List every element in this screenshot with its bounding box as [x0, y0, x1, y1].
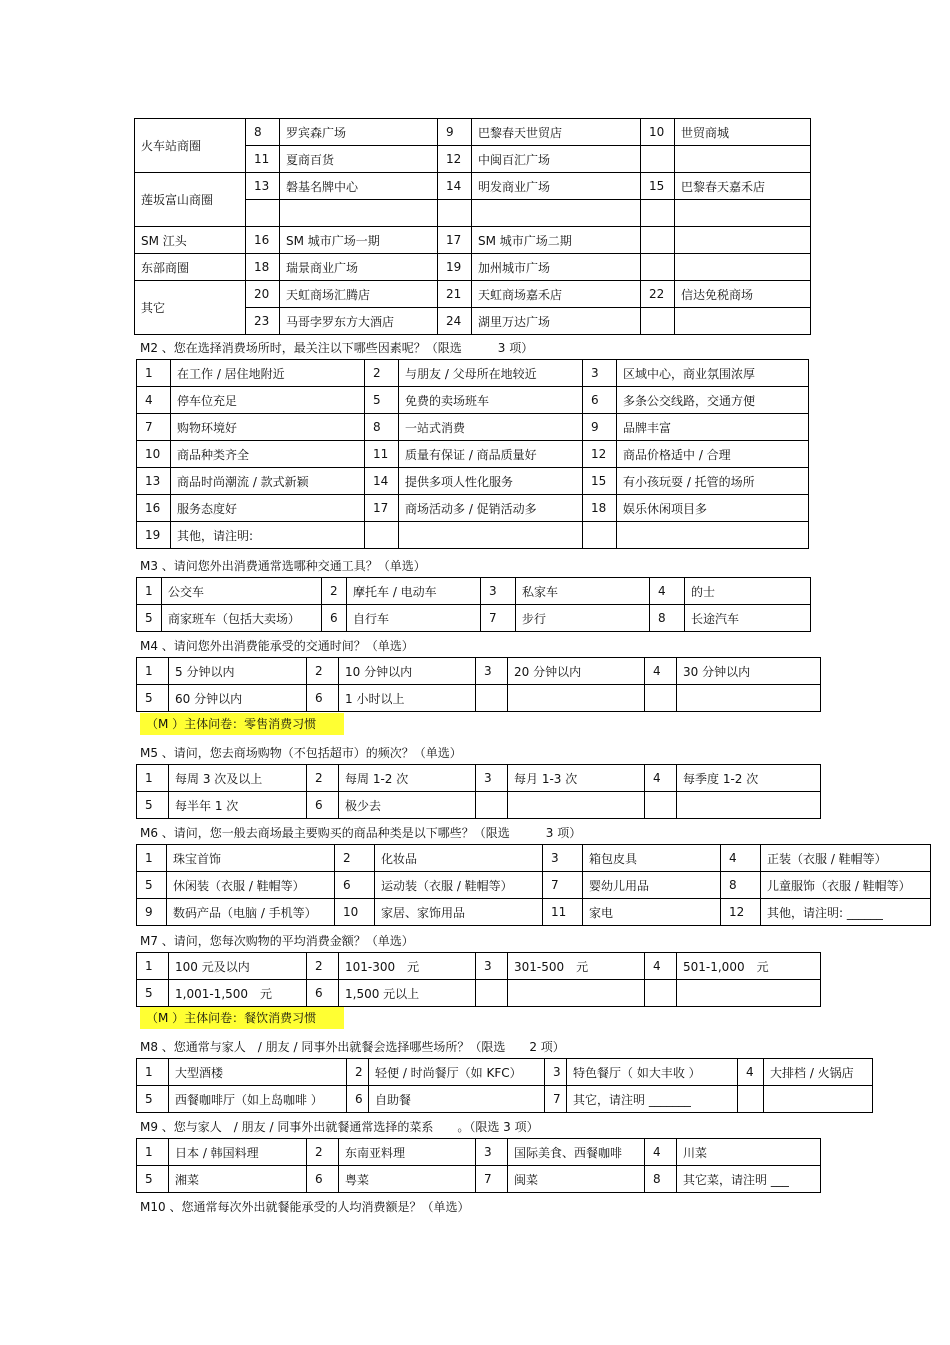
table-row	[137, 685, 821, 712]
table-row	[137, 360, 809, 387]
option-label: 1,500 元以上	[339, 980, 476, 1007]
option-label	[617, 522, 809, 549]
question-m5: M5 、请问，您去商场购物（不包括超市）的频次？（单选）	[140, 746, 462, 760]
option-label: 长途汽车	[685, 605, 811, 632]
table-row	[137, 872, 931, 899]
option-label: 60 分钟以内	[169, 685, 307, 712]
option-number: 10	[335, 899, 375, 926]
option-number: 1	[137, 658, 169, 685]
option-number	[476, 980, 508, 1007]
option-label: 家居、家饰用品	[375, 899, 543, 926]
option-label	[764, 1086, 873, 1113]
option-label: 每周 3 次及以上	[169, 765, 307, 792]
option-label: 每季度 1-2 次	[677, 765, 821, 792]
option-number: 7	[137, 414, 171, 441]
option-number: 1	[137, 953, 169, 980]
option-number: 24	[438, 308, 472, 335]
option-label: 商家班车（包括大卖场）	[162, 605, 322, 632]
table-m6	[136, 844, 931, 926]
option-number: 3	[583, 360, 617, 387]
option-number: 5	[137, 792, 169, 819]
option-number: 2	[307, 765, 339, 792]
option-number: 13	[137, 468, 171, 495]
table-row	[137, 1086, 873, 1113]
option-number: 5	[137, 605, 162, 632]
option-number: 2	[307, 658, 339, 685]
table-m3	[136, 577, 811, 632]
table-row	[135, 281, 811, 308]
option-label	[280, 200, 438, 227]
option-number: 5	[137, 685, 169, 712]
option-number: 1	[137, 360, 171, 387]
option-number: 4	[721, 845, 761, 872]
option-number: 8	[246, 119, 280, 146]
option-label: 明发商业广场	[472, 173, 641, 200]
section-dining-highlight: （M ）主体问卷：餐饮消费习惯	[140, 1007, 344, 1029]
question-m10: M10 、您通常每次外出就餐能承受的人均消费额是？（单选）	[140, 1200, 470, 1214]
option-label: 休闲装（衣服 / 鞋帽等）	[167, 872, 335, 899]
option-number: 4	[738, 1059, 764, 1086]
option-label: 湖里万达广场	[472, 308, 641, 335]
option-label: 有小孩玩耍 / 托管的场所	[617, 468, 809, 495]
option-label: 马哥孛罗东方大酒店	[280, 308, 438, 335]
question-m8: M8 、您通常与家人 / 朋友 / 同事外出就餐会选择哪些场所？（限选 2 项）	[140, 1040, 565, 1054]
option-number: 6	[583, 387, 617, 414]
option-number: 6	[307, 792, 339, 819]
table-m5	[136, 764, 821, 819]
option-number: 14	[365, 468, 399, 495]
table-row	[135, 227, 811, 254]
option-label: 特色餐厅（ 如大丰收 ）	[567, 1059, 738, 1086]
option-number: 1	[137, 578, 162, 605]
option-number: 5	[137, 980, 169, 1007]
option-number: 2	[307, 953, 339, 980]
table-row	[137, 658, 821, 685]
option-label: 每半年 1 次	[169, 792, 307, 819]
option-number: 13	[246, 173, 280, 200]
option-label: 100 元及以内	[169, 953, 307, 980]
table-m7	[136, 952, 821, 1007]
option-number: 11	[543, 899, 583, 926]
option-number	[641, 146, 675, 173]
option-label: 大型酒楼	[169, 1059, 347, 1086]
option-number: 10	[641, 119, 675, 146]
option-number: 17	[438, 227, 472, 254]
table-row	[135, 254, 811, 281]
option-label: 极少去	[339, 792, 476, 819]
option-number: 8	[650, 605, 685, 632]
option-label: 大排档 / 火锅店	[764, 1059, 873, 1086]
option-number: 2	[322, 578, 347, 605]
option-number: 21	[438, 281, 472, 308]
table-row	[135, 173, 811, 200]
option-label	[675, 308, 811, 335]
option-number	[641, 308, 675, 335]
option-number: 3	[481, 578, 516, 605]
option-label: SM 江头	[135, 227, 246, 254]
table-row	[137, 387, 809, 414]
option-label: 莲坂富山商圈	[135, 173, 246, 227]
option-label: 免费的卖场班车	[399, 387, 583, 414]
option-label	[677, 792, 821, 819]
option-number: 3	[476, 953, 508, 980]
option-label: 箱包皮具	[583, 845, 721, 872]
option-label: SM 城市广场二期	[472, 227, 641, 254]
option-label: 川菜	[677, 1139, 821, 1166]
option-number: 18	[246, 254, 280, 281]
option-number: 9	[583, 414, 617, 441]
option-label: 公交车	[162, 578, 322, 605]
option-number	[641, 227, 675, 254]
option-label: 巴黎春天世贸店	[472, 119, 641, 146]
option-number: 14	[438, 173, 472, 200]
option-label: 巴黎春天嘉禾店	[675, 173, 811, 200]
option-label: 1,001-1,500 元	[169, 980, 307, 1007]
option-label: 步行	[516, 605, 650, 632]
question-m6: M6 、请问，您一般去商场最主要购买的商品种类是以下哪些？（限选 3 项）	[140, 826, 582, 840]
table-row	[137, 522, 809, 549]
table-row	[137, 845, 931, 872]
option-number: 22	[641, 281, 675, 308]
question-m2: M2 、您在选择消费场所时，最关注以下哪些因素呢？（限选 3 项）	[140, 341, 534, 355]
table-row	[137, 414, 809, 441]
table-m8	[136, 1058, 873, 1113]
option-label	[675, 227, 811, 254]
option-label	[399, 522, 583, 549]
table-row	[137, 899, 931, 926]
option-label: 质量有保证 / 商品质量好	[399, 441, 583, 468]
option-label	[675, 200, 811, 227]
option-label: 10 分钟以内	[339, 658, 476, 685]
option-label: 停车位充足	[171, 387, 365, 414]
option-label: 天虹商场嘉禾店	[472, 281, 641, 308]
option-number: 8	[365, 414, 399, 441]
option-label: 其它菜，请注明 ___	[677, 1166, 821, 1193]
option-number: 1	[137, 1059, 169, 1086]
option-label: 中闽百汇广场	[472, 146, 641, 173]
option-label: 商品种类齐全	[171, 441, 365, 468]
option-number: 4	[137, 387, 171, 414]
option-number: 12	[721, 899, 761, 926]
option-label: 罗宾森广场	[280, 119, 438, 146]
option-label: 东南亚料理	[339, 1139, 476, 1166]
option-number: 15	[583, 468, 617, 495]
option-label	[675, 146, 811, 173]
option-number	[583, 522, 617, 549]
option-number: 6	[307, 1166, 339, 1193]
option-number: 7	[476, 1166, 508, 1193]
option-label: 儿童服饰（衣服 / 鞋帽等）	[761, 872, 931, 899]
table-m9	[136, 1138, 821, 1193]
option-number: 7	[543, 872, 583, 899]
option-number	[438, 200, 472, 227]
option-number: 16	[137, 495, 171, 522]
option-number: 8	[645, 1166, 677, 1193]
option-label: 闽菜	[508, 1166, 645, 1193]
option-number: 8	[721, 872, 761, 899]
table-row	[137, 1139, 821, 1166]
option-label: 夏商百货	[280, 146, 438, 173]
option-number: 6	[335, 872, 375, 899]
table-row	[137, 441, 809, 468]
table-shopping-districts	[134, 118, 811, 335]
option-number: 4	[645, 953, 677, 980]
question-m9: M9 、您与家人 / 朋友 / 同事外出就餐通常选择的菜系 。（限选 3 项）	[140, 1120, 539, 1134]
option-label: SM 城市广场一期	[280, 227, 438, 254]
option-label	[508, 685, 645, 712]
option-label: 自行车	[347, 605, 481, 632]
section-retail-highlight: （M ）主体问卷：零售消费习惯	[140, 713, 344, 735]
option-number: 1	[137, 1139, 169, 1166]
option-label: 每月 1-3 次	[508, 765, 645, 792]
option-label: 5 分钟以内	[169, 658, 307, 685]
option-number: 3	[476, 1139, 508, 1166]
option-number: 4	[645, 658, 677, 685]
option-number: 16	[246, 227, 280, 254]
option-label: 摩托车 / 电动车	[347, 578, 481, 605]
option-label	[677, 980, 821, 1007]
option-number: 2	[335, 845, 375, 872]
option-label: 东部商圈	[135, 254, 246, 281]
option-label: 私家车	[516, 578, 650, 605]
option-label: 在工作 / 居住地附近	[171, 360, 365, 387]
option-label: 区域中心，商业氛围浓厚	[617, 360, 809, 387]
option-number: 5	[137, 1166, 169, 1193]
option-number: 5	[365, 387, 399, 414]
option-label: 101-300 元	[339, 953, 476, 980]
option-label: 的士	[685, 578, 811, 605]
option-label: 家电	[583, 899, 721, 926]
option-number: 1	[137, 765, 169, 792]
option-label	[472, 200, 641, 227]
option-label: 301-500 元	[508, 953, 645, 980]
option-number: 19	[137, 522, 171, 549]
option-label	[508, 980, 645, 1007]
option-number: 19	[438, 254, 472, 281]
option-number: 5	[137, 872, 167, 899]
option-number: 9	[137, 899, 167, 926]
option-number: 23	[246, 308, 280, 335]
option-number	[476, 685, 508, 712]
option-label: 其他，请注明: ______	[761, 899, 931, 926]
option-label: 其它，请注明 _______	[567, 1086, 738, 1113]
option-number: 3	[476, 765, 508, 792]
option-label: 自助餐	[369, 1086, 545, 1113]
option-label: 化妆品	[375, 845, 543, 872]
option-label	[508, 792, 645, 819]
option-label: 加州城市广场	[472, 254, 641, 281]
table-row	[137, 495, 809, 522]
option-label: 商品价格适中 / 合理	[617, 441, 809, 468]
option-number: 6	[307, 685, 339, 712]
option-label: 一站式消费	[399, 414, 583, 441]
option-label: 20 分钟以内	[508, 658, 645, 685]
option-number: 3	[545, 1059, 567, 1086]
option-number	[645, 980, 677, 1007]
option-label: 国际美食、西餐咖啡	[508, 1139, 645, 1166]
option-label: 正装（衣服 / 鞋帽等）	[761, 845, 931, 872]
table-m4	[136, 657, 821, 712]
option-label: 与朋友 / 父母所在地较近	[399, 360, 583, 387]
table-row	[137, 980, 821, 1007]
option-label: 娱乐休闲项目多	[617, 495, 809, 522]
table-row	[137, 1059, 873, 1086]
option-number: 12	[583, 441, 617, 468]
question-m4: M4 、请问您外出消费能承受的交通时间？（单选）	[140, 639, 414, 653]
option-number: 7	[481, 605, 516, 632]
table-row	[137, 578, 811, 605]
option-label: 品牌丰富	[617, 414, 809, 441]
option-number	[476, 792, 508, 819]
option-number: 10	[137, 441, 171, 468]
option-number	[641, 200, 675, 227]
option-label: 每周 1-2 次	[339, 765, 476, 792]
option-number: 7	[545, 1086, 567, 1113]
option-label	[677, 685, 821, 712]
option-number	[645, 685, 677, 712]
option-label: 婴幼儿用品	[583, 872, 721, 899]
option-number: 3	[543, 845, 583, 872]
option-number: 2	[347, 1059, 369, 1086]
option-number	[645, 792, 677, 819]
option-number: 3	[476, 658, 508, 685]
table-row	[137, 792, 821, 819]
option-label: 服务态度好	[171, 495, 365, 522]
option-label: 湘菜	[169, 1166, 307, 1193]
table-m2	[136, 359, 809, 549]
option-number: 11	[246, 146, 280, 173]
option-label: 火车站商圈	[135, 119, 246, 173]
option-label	[675, 254, 811, 281]
option-number	[246, 200, 280, 227]
option-label: 运动装（衣服 / 鞋帽等）	[375, 872, 543, 899]
option-number	[365, 522, 399, 549]
table-row	[137, 953, 821, 980]
option-number: 1	[137, 845, 167, 872]
option-label: 轻便 / 时尚餐厅（如 KFC）	[369, 1059, 545, 1086]
option-label: 珠宝首饰	[167, 845, 335, 872]
option-label: 商品时尚潮流 / 款式新颖	[171, 468, 365, 495]
option-label: 西餐咖啡厅（如上岛咖啡 ）	[169, 1086, 347, 1113]
option-label: 信达免税商场	[675, 281, 811, 308]
option-number: 4	[650, 578, 685, 605]
table-row	[135, 119, 811, 146]
option-number: 18	[583, 495, 617, 522]
option-label: 磐基名牌中心	[280, 173, 438, 200]
option-label: 30 分钟以内	[677, 658, 821, 685]
option-label: 瑞景商业广场	[280, 254, 438, 281]
option-number: 6	[347, 1086, 369, 1113]
option-label: 商场活动多 / 促销活动多	[399, 495, 583, 522]
option-number: 6	[322, 605, 347, 632]
option-label: 501-1,000 元	[677, 953, 821, 980]
option-label: 其他，请注明:	[171, 522, 365, 549]
option-label: 数码产品（电脑 / 手机等）	[167, 899, 335, 926]
table-row	[137, 765, 821, 792]
option-label: 世贸商城	[675, 119, 811, 146]
option-label: 购物环境好	[171, 414, 365, 441]
option-number: 2	[365, 360, 399, 387]
option-number: 4	[645, 765, 677, 792]
question-m3: M3 、请问您外出消费通常选哪种交通工具？（单选）	[140, 559, 426, 573]
option-number: 2	[307, 1139, 339, 1166]
option-number: 12	[438, 146, 472, 173]
option-label: 提供多项人性化服务	[399, 468, 583, 495]
option-label: 1 小时以上	[339, 685, 476, 712]
option-number: 17	[365, 495, 399, 522]
option-number: 11	[365, 441, 399, 468]
option-number: 15	[641, 173, 675, 200]
option-label: 粤菜	[339, 1166, 476, 1193]
table-row	[137, 605, 811, 632]
option-number	[738, 1086, 764, 1113]
option-label: 其它	[135, 281, 246, 335]
option-number: 20	[246, 281, 280, 308]
option-number: 4	[645, 1139, 677, 1166]
option-label: 天虹商场汇腾店	[280, 281, 438, 308]
table-row	[137, 1166, 821, 1193]
option-number: 5	[137, 1086, 169, 1113]
option-number: 6	[307, 980, 339, 1007]
option-number: 9	[438, 119, 472, 146]
option-label: 日本 / 韩国料理	[169, 1139, 307, 1166]
question-m7: M7 、请问，您每次购物的平均消费金额？（单选）	[140, 934, 414, 948]
table-row	[137, 468, 809, 495]
option-number	[641, 254, 675, 281]
option-label: 多条公交线路，交通方便	[617, 387, 809, 414]
